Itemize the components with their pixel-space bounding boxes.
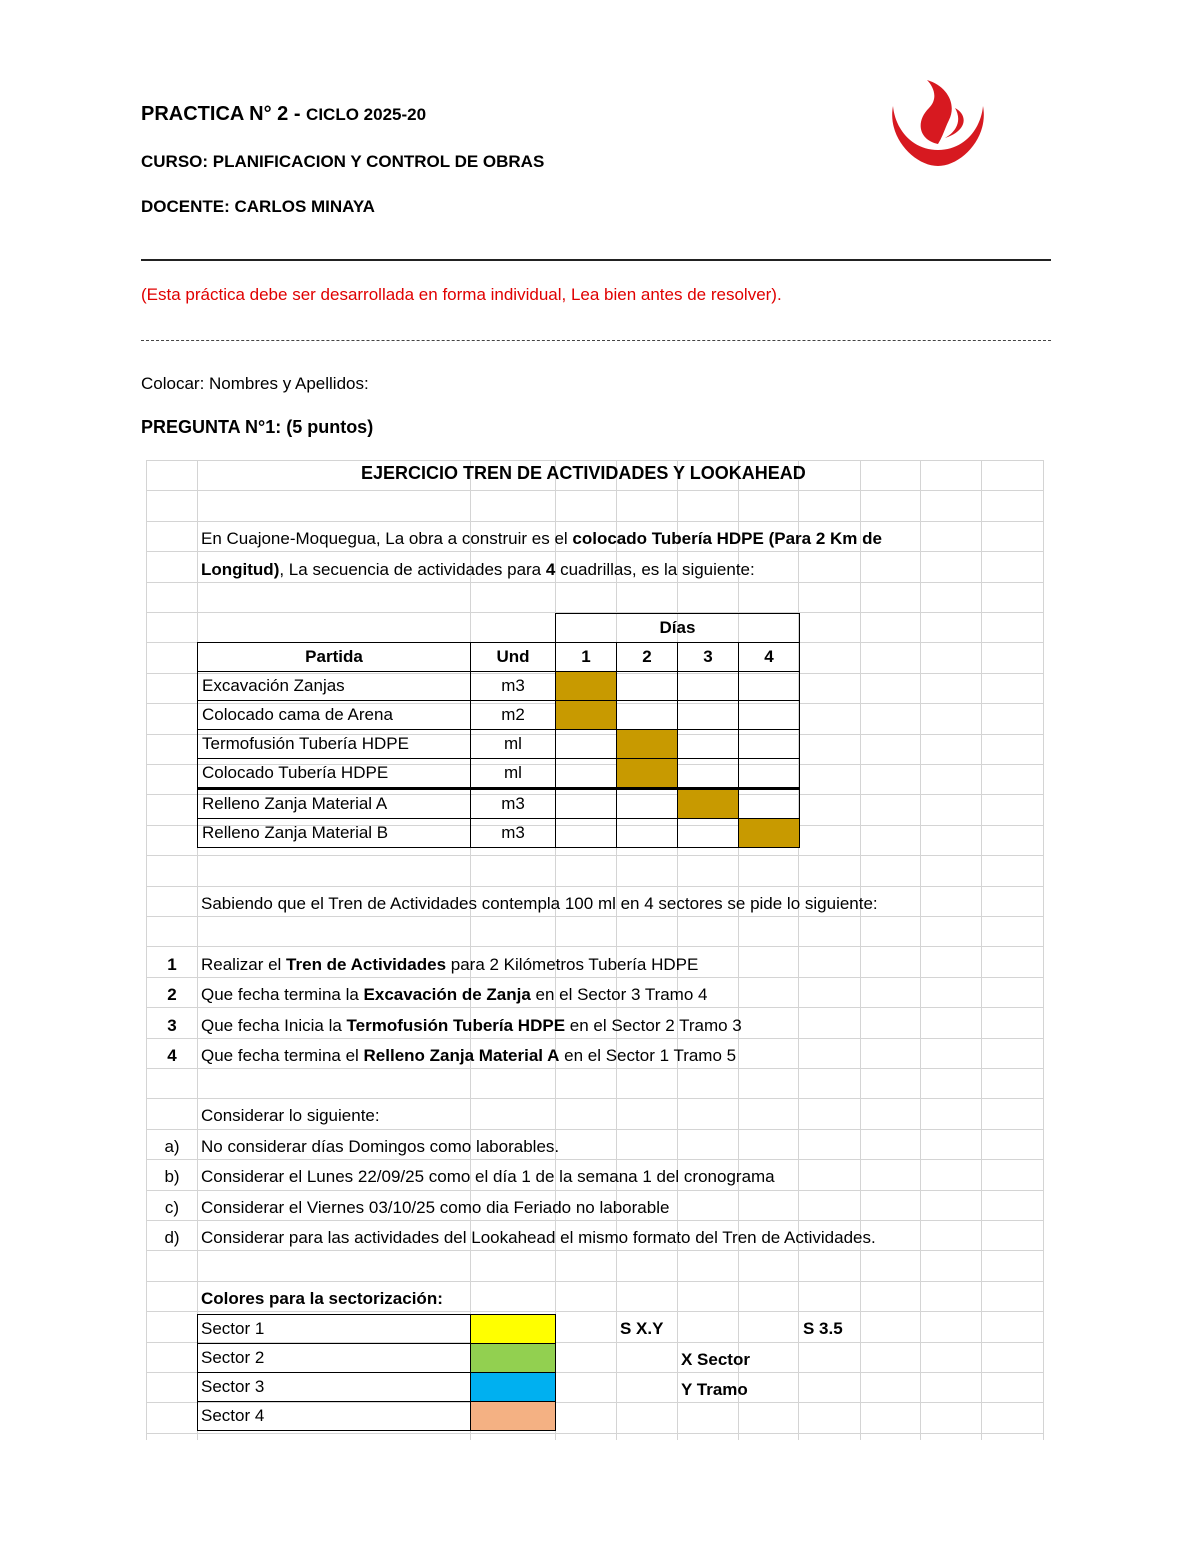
grid-col-line [738, 460, 739, 1440]
col-partida: Partida [198, 643, 471, 672]
day-2: 2 [617, 643, 678, 672]
day-cell [556, 819, 617, 848]
activity-name: Relleno Zanja Material A [198, 789, 471, 819]
name-prompt: Colocar: Nombres y Apellidos: [141, 374, 369, 393]
sector-name: Sector 4 [198, 1402, 471, 1431]
sector-row [198, 1402, 556, 1431]
day-cell [739, 701, 800, 730]
day-cell [678, 701, 739, 730]
question-post: en el Sector 3 Tramo 4 [530, 985, 708, 1005]
divider-solid [141, 259, 1051, 261]
question-bold: Excavación de Zanja [363, 985, 531, 1005]
legend-x: X Sector [681, 1350, 750, 1369]
consideration-text: No considerar días Domingos como laborables. [201, 1137, 560, 1156]
sector-swatch [471, 1402, 556, 1431]
grid-row-line [146, 490, 1043, 491]
question-post: en el Sector 2 Tramo 3 [565, 1015, 742, 1035]
question-heading: PREGUNTA N°1: (5 puntos) [141, 417, 374, 437]
day-cell [617, 789, 678, 819]
activity-unit: m3 [471, 672, 556, 701]
intro-bold-2: Longitud) [201, 560, 280, 579]
grid-row-line [146, 946, 1043, 947]
question-pre: Realizar el [201, 955, 287, 974]
grid-row-line [146, 1433, 1043, 1434]
day-cell [556, 672, 617, 701]
university-logo [885, 78, 991, 168]
question-number: 4 [167, 1046, 177, 1066]
sector-name: Sector 2 [198, 1344, 471, 1373]
day-cell [678, 819, 739, 848]
activity-row [198, 701, 800, 730]
day-cell [739, 789, 800, 819]
activity-table [197, 613, 800, 848]
day-cell [739, 819, 800, 848]
grid-col-line [920, 460, 921, 1440]
activity-row [198, 730, 800, 759]
day-cell [556, 759, 617, 789]
intro-bold: colocado Tubería HDPE (Para 2 Km de [572, 529, 882, 548]
col-und: Und [471, 643, 556, 672]
question-bold: Termofusión Tubería HDPE [346, 1015, 566, 1035]
sector-row [198, 1344, 556, 1373]
grid-col-line [860, 460, 861, 1440]
sector-swatch [471, 1344, 556, 1373]
title-main: PRACTICA N° 2 - [141, 103, 307, 125]
page-title [141, 103, 426, 126]
activity-row [198, 672, 800, 701]
days-header: Días [556, 614, 800, 643]
question-bold: Tren de Actividades [286, 955, 447, 974]
activity-row [198, 819, 800, 848]
title-cycle: CICLO 2025-20 [306, 105, 427, 124]
day-cell [678, 730, 739, 759]
question-pre: Que fecha termina la [201, 985, 364, 1005]
day-cell [739, 759, 800, 789]
day-cell [617, 819, 678, 848]
day-cell [556, 701, 617, 730]
consideration-letter: c) [164, 1197, 180, 1217]
grid-row-line [146, 460, 1043, 461]
intro-text-3: cuadrillas, es la siguiente: [555, 560, 755, 579]
intro-line-1 [201, 524, 882, 554]
question-text [201, 980, 707, 1010]
activity-row [198, 759, 800, 789]
question-pre: Que fecha termina el [201, 1046, 364, 1066]
activity-name: Excavación Zanjas [198, 672, 471, 701]
consideration-letter: b) [164, 1167, 180, 1187]
activity-unit: m2 [471, 701, 556, 730]
grid-row-line [146, 1098, 1043, 1099]
sector-row [198, 1315, 556, 1344]
sector-name: Sector 3 [198, 1373, 471, 1402]
legend-example: S 3.5 [803, 1319, 843, 1338]
legend-y: Y Tramo [681, 1380, 748, 1399]
grid-col-line [1043, 460, 1044, 1440]
course-line: CURSO: PLANIFICACION Y CONTROL DE OBRAS [141, 152, 545, 171]
question-number: 2 [167, 985, 177, 1005]
consideration-text: Considerar el Lunes 22/09/25 como el día 1 de la semana 1 del cronograma [201, 1167, 775, 1187]
day-cell [556, 730, 617, 759]
intro-text: En Cuajone-Moquegua, La obra a construir es el [201, 529, 573, 548]
sector-name: Sector 1 [198, 1315, 471, 1344]
grid-col-line [798, 460, 799, 1440]
grid-row-line [146, 1281, 1043, 1282]
consideration-letter: d) [164, 1228, 180, 1248]
question-number: 3 [167, 1015, 177, 1035]
intro-text-2: , La secuencia de actividades para [279, 560, 546, 579]
activity-unit: ml [471, 759, 556, 789]
grid-col-line [146, 460, 147, 1440]
day-cell [739, 730, 800, 759]
question-text [201, 950, 698, 980]
question-pre: Que fecha Inicia la [201, 1015, 347, 1035]
instruction-note: (Esta práctica debe ser desarrollada en forma individual, Lea bien antes de resolver). [141, 285, 782, 304]
activity-name: Relleno Zanja Material B [198, 819, 471, 848]
teacher-line: DOCENTE: CARLOS MINAYA [141, 197, 375, 216]
divider-dashed [141, 340, 1051, 341]
day-cell [678, 672, 739, 701]
activity-name: Colocado Tubería HDPE [198, 759, 471, 789]
exercise-title: EJERCICIO TREN DE ACTIVIDADES Y LOOKAHEAD [361, 463, 806, 483]
question-text [201, 1041, 736, 1071]
legend-code: S X.Y [620, 1319, 664, 1338]
colors-title: Colores para la sectorización: [201, 1289, 443, 1308]
consider-title: Considerar lo siguiente: [201, 1106, 380, 1125]
day-cell [556, 789, 617, 819]
sector-swatch [471, 1373, 556, 1402]
day-cell [617, 759, 678, 789]
grid-col-line [981, 460, 982, 1440]
activity-name: Colocado cama de Arena [198, 701, 471, 730]
consideration-text: Considerar el Viernes 03/10/25 como dia Feriado no laborable [201, 1197, 670, 1217]
question-text [201, 1011, 742, 1041]
activity-row [198, 789, 800, 819]
day-cell [617, 701, 678, 730]
intro-crew-count: 4 [545, 560, 556, 579]
day-cell [617, 672, 678, 701]
activity-unit: m3 [471, 789, 556, 819]
activity-name: Termofusión Tubería HDPE [198, 730, 471, 759]
day-cell [617, 730, 678, 759]
day-cell [678, 789, 739, 819]
grid-row-line [146, 521, 1043, 522]
day-4: 4 [739, 643, 800, 672]
sector-color-table [197, 1314, 556, 1431]
day-1: 1 [556, 643, 617, 672]
activity-unit: ml [471, 730, 556, 759]
grid-row-line [146, 855, 1043, 856]
day-3: 3 [678, 643, 739, 672]
question-post: en el Sector 1 Tramo 5 [559, 1046, 737, 1066]
question-number: 1 [167, 955, 177, 974]
grid-row-line [146, 886, 1043, 887]
question-post: para 2 Kilómetros Tubería HDPE [446, 955, 699, 974]
consideration-letter: a) [164, 1137, 180, 1156]
sector-row [198, 1373, 556, 1402]
statement: Sabiendo que el Tren de Actividades contempla 100 ml en 4 sectores se pide lo siguiente: [201, 894, 878, 913]
activity-unit: m3 [471, 819, 556, 848]
intro-line-2 [201, 555, 755, 585]
day-cell [739, 672, 800, 701]
question-bold: Relleno Zanja Material A [363, 1046, 560, 1066]
day-cell [678, 759, 739, 789]
grid-col-line [197, 460, 198, 1440]
consideration-text: Considerar para las actividades del Lookahead el mismo formato del Tren de Actividades. [201, 1228, 876, 1248]
sector-swatch [471, 1315, 556, 1344]
